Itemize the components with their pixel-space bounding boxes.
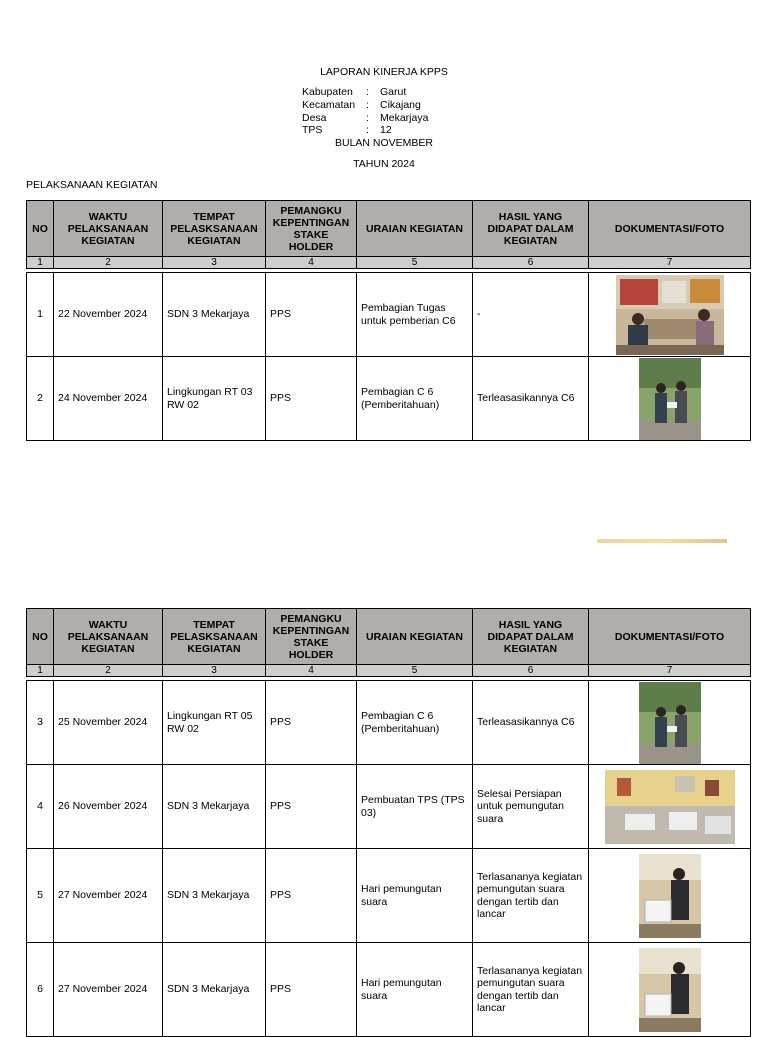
activity-result: Selesai Persiapan untuk pemungutan suara xyxy=(473,765,589,849)
column-number: 7 xyxy=(589,665,751,677)
documentation-cell xyxy=(589,849,751,943)
column-number: 7 xyxy=(589,257,751,269)
stakeholder: PPS xyxy=(266,849,357,943)
stakeholder: PPS xyxy=(266,765,357,849)
activity-date: 27 November 2024 xyxy=(54,943,163,1037)
column-header: HASIL YANG DIDAPAT DALAM KEGIATAN xyxy=(473,201,589,257)
column-number-row xyxy=(27,257,751,269)
activity-table-page-1 xyxy=(26,200,751,441)
info-value: Garut xyxy=(380,86,407,98)
column-header: URAIAN KEGIATAN xyxy=(357,609,473,665)
info-value: 12 xyxy=(380,124,392,137)
column-number: 1 xyxy=(27,257,54,269)
column-header: DOKUMENTASI/FOTO xyxy=(589,609,751,665)
stakeholder: PPS xyxy=(266,357,357,441)
row-number: 3 xyxy=(27,681,54,765)
table-header-row xyxy=(27,609,751,665)
activity-description: Pembagian Tugas untuk pemberian C6 xyxy=(357,273,473,357)
table-header-row xyxy=(27,201,751,257)
activity-table-page-2 xyxy=(26,608,751,1037)
info-row xyxy=(302,99,428,112)
column-number: 2 xyxy=(54,665,163,677)
section-title: PELAKSANAAN KEGIATAN xyxy=(26,179,158,191)
stakeholder: PPS xyxy=(266,681,357,765)
column-number: 4 xyxy=(266,257,357,269)
activity-result: Terleasasikannya C6 xyxy=(473,681,589,765)
documentation-cell xyxy=(589,681,751,765)
column-number-row xyxy=(27,665,751,677)
column-number: 4 xyxy=(266,665,357,677)
row-number: 5 xyxy=(27,849,54,943)
activity-place: Lingkungan RT 05 RW 02 xyxy=(163,681,266,765)
column-header: TEMPAT PELASKSANAAN KEGIATAN xyxy=(163,201,266,257)
activity-place: SDN 3 Mekarjaya xyxy=(163,765,266,849)
column-header: HASIL YANG DIDAPAT DALAM KEGIATAN xyxy=(473,609,589,665)
info-value: Cikajang xyxy=(380,98,421,111)
table-row xyxy=(27,273,751,357)
row-number: 1 xyxy=(27,273,54,357)
activity-description: Pembagian C 6 (Pemberitahuan) xyxy=(357,681,473,765)
info-label: TPS xyxy=(302,124,323,137)
column-header: PEMANGKU KEPENTINGAN STAKE HOLDER xyxy=(266,609,357,665)
ballot-box-photo xyxy=(639,854,701,938)
column-number: 2 xyxy=(54,257,163,269)
activity-description: Hari pemungutan suara xyxy=(357,943,473,1037)
info-row xyxy=(302,86,428,99)
report-title: LAPORAN KINERJA KPPS xyxy=(320,66,448,78)
report-info xyxy=(302,86,428,137)
column-number: 3 xyxy=(163,257,266,269)
column-header: WAKTU PELAKSANAAN KEGIATAN xyxy=(54,609,163,665)
photo-edge-fragment xyxy=(597,539,727,543)
stakeholder: PPS xyxy=(266,943,357,1037)
column-number: 1 xyxy=(27,665,54,677)
activity-place: SDN 3 Mekarjaya xyxy=(163,849,266,943)
column-header: TEMPAT PELASKSANAAN KEGIATAN xyxy=(163,609,266,665)
activity-description: Pembuatan TPS (TPS 03) xyxy=(357,765,473,849)
column-number: 3 xyxy=(163,665,266,677)
column-header: WAKTU PELAKSANAAN KEGIATAN xyxy=(54,201,163,257)
activity-date: 27 November 2024 xyxy=(54,849,163,943)
activity-description: Pembagian C 6 (Pemberitahuan) xyxy=(357,357,473,441)
activity-result: Terlasananya kegiatan pemungutan suara dengan tertib dan lancar xyxy=(473,943,589,1037)
documentation-cell xyxy=(589,765,751,849)
table-row xyxy=(27,357,751,441)
column-header: PEMANGKU KEPENTINGAN STAKE HOLDER xyxy=(266,201,357,257)
activity-result: Terleasasikannya C6 xyxy=(473,357,589,441)
documentation-cell xyxy=(589,273,751,357)
ballot-box-photo xyxy=(639,948,701,1032)
info-label: Kabupaten xyxy=(302,86,353,98)
documentation-cell xyxy=(589,943,751,1037)
activity-place: SDN 3 Mekarjaya xyxy=(163,273,266,357)
info-value: Mekarjaya xyxy=(380,111,429,124)
row-number: 6 xyxy=(27,943,54,1037)
activity-date: 25 November 2024 xyxy=(54,681,163,765)
meeting-photo xyxy=(616,275,724,355)
documentation-cell xyxy=(589,357,751,441)
handover-photo xyxy=(639,682,701,764)
column-header: URAIAN KEGIATAN xyxy=(357,201,473,257)
report-year: TAHUN 2024 xyxy=(353,158,415,170)
info-separator: : xyxy=(366,98,369,111)
activity-result: Terlasananya kegiatan pemungutan suara dengan tertib dan lancar xyxy=(473,849,589,943)
column-number: 6 xyxy=(473,257,589,269)
activity-date: 26 November 2024 xyxy=(54,765,163,849)
handover-photo xyxy=(639,358,701,440)
info-label: Desa xyxy=(302,111,327,124)
activity-description: Hari pemungutan suara xyxy=(357,849,473,943)
row-number: 4 xyxy=(27,765,54,849)
activity-date: 22 November 2024 xyxy=(54,273,163,357)
info-row xyxy=(302,112,428,125)
column-header: NO xyxy=(27,201,54,257)
info-separator: : xyxy=(366,124,369,137)
column-number: 5 xyxy=(357,257,473,269)
info-row xyxy=(302,124,428,137)
table-row xyxy=(27,943,751,1037)
info-separator: : xyxy=(366,86,369,98)
column-number: 5 xyxy=(357,665,473,677)
activity-place: SDN 3 Mekarjaya xyxy=(163,943,266,1037)
row-number: 2 xyxy=(27,357,54,441)
report-month: BULAN NOVEMBER xyxy=(334,137,434,149)
activity-place: Lingkungan RT 03 RW 02 xyxy=(163,357,266,441)
stakeholder: PPS xyxy=(266,273,357,357)
table-row xyxy=(27,681,751,765)
info-label: Kecamatan xyxy=(302,98,356,111)
activity-date: 24 November 2024 xyxy=(54,357,163,441)
polling-room-photo xyxy=(605,770,735,844)
column-number: 6 xyxy=(473,665,589,677)
info-separator: : xyxy=(366,111,369,124)
column-header: DOKUMENTASI/FOTO xyxy=(589,201,751,257)
column-header: NO xyxy=(27,609,54,665)
table-row xyxy=(27,765,751,849)
table-row xyxy=(27,849,751,943)
activity-result: - xyxy=(473,273,589,357)
